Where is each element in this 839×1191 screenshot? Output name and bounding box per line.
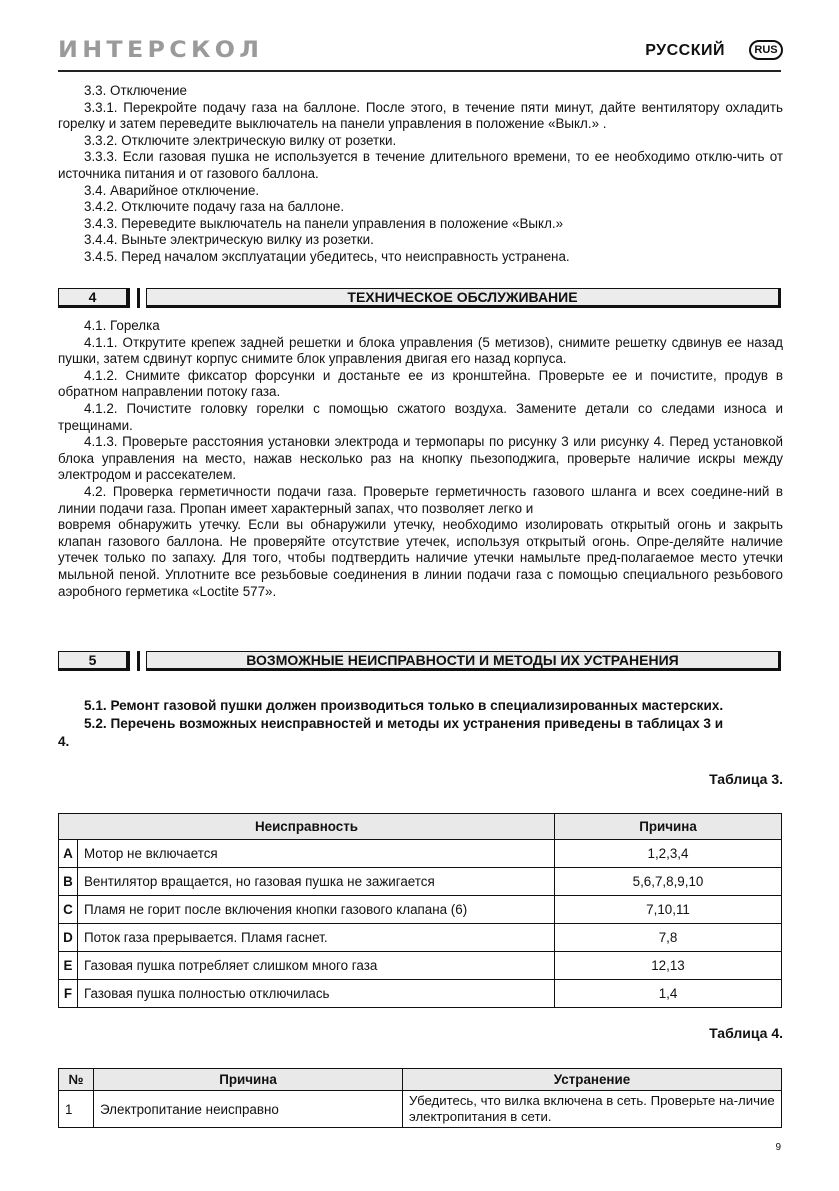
cause-cell: 7,10,11 xyxy=(555,896,782,924)
paragraph: 3.3.1. Перекройте подачу газа на баллоне. После этого, в течение пяти минут, дайте вентилятору охладить горелку и затем переведите выключатель на панели управления в положение «Выкл.» . xyxy=(58,99,783,132)
language-label: РУССКИЙ xyxy=(645,42,725,59)
paragraph: 3.4.2. Отключите подачу газа на баллоне. xyxy=(84,199,345,215)
paragraph: вовремя обнаружить утечку. Если вы обнаружили утечку, необходимо изолировать открытый огонь и закрыть клапан газового баллона. Не проверяйте отсутствие утечек, используя открытый огонь. Опре-деляйте наличие утечек только по запаху. Для того, чтобы подтвердить наличие утечки намыльте пред-полагаемое место утечки мыльной пеной. Уплотните все резьбовые соединения в линии подачи газа с помощью специального резьбового аэробного герметика «Loctite 577». xyxy=(58,517,783,599)
table-row xyxy=(59,840,782,868)
brand-logo-text: ИНТЕРСКОЛ xyxy=(58,37,264,63)
table-4-caption: Таблица 4. xyxy=(709,1025,783,1041)
row-letter: A xyxy=(59,840,78,868)
column-header: № xyxy=(59,1069,94,1091)
section-5-text xyxy=(58,697,783,751)
paragraph: 3.4.4. Выньте электрическую вилку из розетки. xyxy=(84,232,374,248)
fault-cell: Мотор не включается xyxy=(78,840,555,868)
paragraph: 3.4. Аварийное отключение. xyxy=(84,182,260,198)
table-3 xyxy=(58,813,782,1008)
paragraph: 3.4.5. Перед началом эксплуатации убедитесь, что неисправность устранена. xyxy=(84,248,570,264)
paragraph: 3.3. Отключение xyxy=(84,83,187,98)
section-title: ТЕХНИЧЕСКОЕ ОБСЛУЖИВАНИЕ xyxy=(146,288,781,308)
language-badge: RUS xyxy=(749,40,783,60)
table-row xyxy=(59,1091,782,1128)
paragraph: 4.1.3. Проверьте расстояния установки электрода и термопары по рисунку 3 или рисунку 4. Перед установкой блока управления на место, нажав несколько раз на кнопку пьезоподжига, проверьте наличие искры между электродом и рассекателем. xyxy=(58,434,783,483)
cause-cell: 7,8 xyxy=(555,924,782,952)
header-divider xyxy=(58,70,781,72)
paragraph: 4.1. Горелка xyxy=(84,318,160,333)
row-letter: E xyxy=(59,952,78,980)
cause-cell: Электропитание неисправно xyxy=(94,1091,403,1128)
paragraph: 4.1.2. Снимите фиксатор форсунки и достаньте ее из кронштейна. Проверьте ее и почистите, продув в обратном направлении потоку газа. xyxy=(58,367,783,400)
paragraph: 4.1.1. Открутите крепеж задней решетки и блока управления (5 метизов), снимите решетку сдвинув ее назад пушки, затем сдвинут корпус снимите блок управления двигая его назад корпуса. xyxy=(58,334,783,367)
cause-cell: 12,13 xyxy=(555,952,782,980)
page-number: 9 xyxy=(775,1142,781,1153)
fault-cell: Поток газа прерывается. Пламя гаснет. xyxy=(78,924,555,952)
table-row xyxy=(59,952,782,980)
table-row xyxy=(59,896,782,924)
section-5-header xyxy=(58,651,781,671)
section-number: 4 xyxy=(58,288,130,308)
row-letter: F xyxy=(59,980,78,1008)
table-header-row xyxy=(59,1069,782,1091)
row-letter: C xyxy=(59,896,78,924)
fault-cell: Вентилятор вращается, но газовая пушка не зажигается xyxy=(78,868,555,896)
table-4 xyxy=(58,1068,782,1128)
column-header: Причина xyxy=(555,814,782,840)
section-number: 5 xyxy=(58,651,130,671)
bold-paragraph: 5.1. Ремонт газовой пушки должен производиться только в специализированных мастерских. xyxy=(84,698,724,713)
paragraph: 4.2. Проверка герметичности подачи газа. Проверьте герметичность газового шланга и всех соедине-ний в линии подачи газа. Пропан имеет характерный запах, что позволяет легко и xyxy=(58,483,783,516)
cause-cell: 5,6,7,8,9,10 xyxy=(555,868,782,896)
paragraph: 3.3.3. Если газовая пушка не используется в течение длительного времени, то ее необходимо отклю-чить от источника питания и от газового баллона. xyxy=(58,149,783,181)
row-letter: D xyxy=(59,924,78,952)
fault-cell: Пламя не горит после включения кнопки газового клапана (6) xyxy=(78,896,555,924)
fault-cell: Газовая пушка полностью отключилась xyxy=(78,980,555,1008)
section-4-header xyxy=(58,288,781,308)
bold-paragraph: 5.2. Перечень возможных неисправностей и методы их устранения приведены в таблицах 3 и xyxy=(84,716,724,731)
table-row xyxy=(59,980,782,1008)
brand-logo xyxy=(58,37,264,63)
column-header: Устранение xyxy=(403,1069,782,1091)
table-row xyxy=(59,868,782,896)
paragraph: 3.3.2. Отключите электрическую вилку от розетки. xyxy=(84,132,397,148)
paragraph: 4.1.2. Почистите головку горелки с помощью сжатого воздуха. Замените детали со следами износа и трещинами. xyxy=(58,400,783,433)
table-3-caption: Таблица 3. xyxy=(709,771,783,787)
section-3-text xyxy=(58,83,783,266)
section-4-text xyxy=(58,318,783,600)
row-number: 1 xyxy=(59,1091,94,1128)
cause-cell: 1,2,3,4 xyxy=(555,840,782,868)
column-header: Неисправность xyxy=(59,814,555,840)
column-header: Причина xyxy=(94,1069,403,1091)
fix-cell: Убедитесь, что вилка включена в сеть. Проверьте на-личие электропитания в сети. xyxy=(403,1091,782,1128)
cause-cell: 1,4 xyxy=(555,980,782,1008)
table-header-row xyxy=(59,814,782,840)
paragraph: 3.4.3. Переведите выключатель на панели управления в положение «Выкл.» xyxy=(84,215,564,231)
fault-cell: Газовая пушка потребляет слишком много газа xyxy=(78,952,555,980)
section-title: ВОЗМОЖНЫЕ НЕИСПРАВНОСТИ И МЕТОДЫ ИХ УСТРАНЕНИЯ xyxy=(146,651,781,671)
table-row xyxy=(59,924,782,952)
bold-paragraph: 4. xyxy=(58,734,70,749)
row-letter: B xyxy=(59,868,78,896)
